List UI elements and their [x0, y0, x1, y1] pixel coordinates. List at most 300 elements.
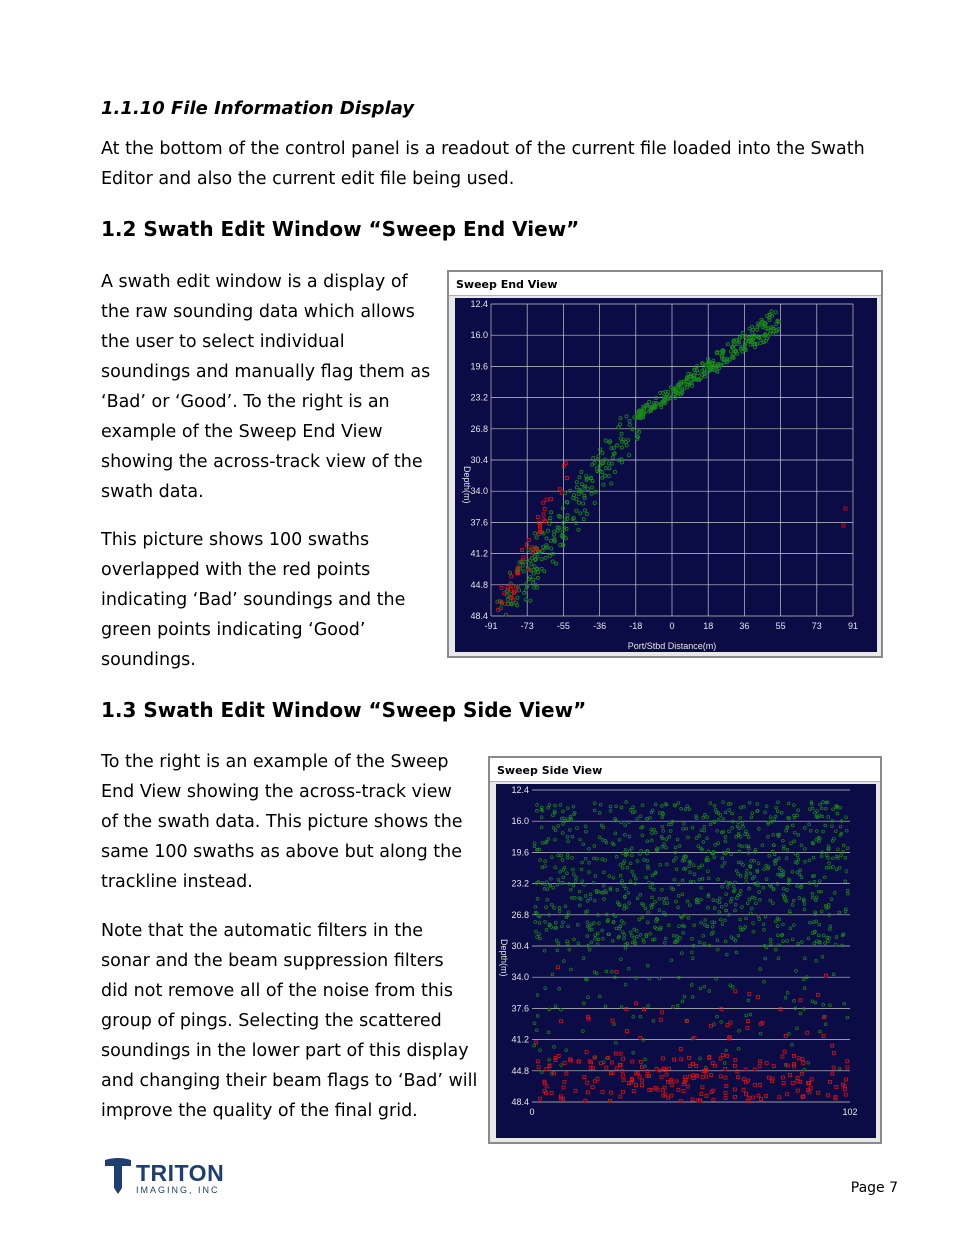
text-line: swath data. [101, 482, 204, 502]
x-tick-label: 55 [775, 621, 786, 631]
good-sounding [838, 911, 841, 914]
good-sounding [701, 864, 704, 867]
good-sounding [839, 825, 842, 828]
good-sounding [807, 1061, 810, 1064]
good-sounding [536, 576, 539, 579]
text-line: of the swath data. This picture shows the [101, 812, 463, 832]
good-sounding [757, 828, 760, 831]
good-sounding [724, 840, 727, 843]
good-sounding [573, 897, 576, 900]
good-sounding [545, 906, 548, 909]
bad-sounding [527, 539, 530, 542]
good-sounding [605, 467, 608, 470]
good-sounding [679, 936, 682, 939]
good-sounding [649, 932, 652, 935]
good-sounding [602, 937, 605, 940]
good-sounding [698, 834, 701, 837]
bad-sounding [563, 1062, 566, 1065]
good-sounding [625, 801, 628, 804]
good-sounding [825, 866, 828, 869]
good-sounding [533, 565, 536, 568]
bad-sounding [619, 1095, 622, 1098]
good-sounding [718, 911, 721, 914]
good-sounding [641, 916, 644, 919]
good-sounding [536, 936, 539, 939]
good-sounding [808, 823, 811, 826]
good-sounding [598, 812, 601, 815]
bad-sounding [605, 1066, 608, 1069]
good-sounding [518, 589, 521, 592]
x-tick-label: 91 [847, 621, 859, 631]
good-sounding [785, 829, 788, 832]
good-sounding [698, 878, 701, 881]
x-tick-label: -73 [520, 621, 534, 631]
good-sounding [598, 836, 601, 839]
good-sounding [716, 948, 719, 951]
text-line: soundings in the lower part of this display [101, 1041, 469, 1061]
bad-sounding [545, 498, 548, 501]
bad-sounding [701, 1086, 704, 1089]
good-sounding [578, 890, 581, 893]
good-sounding [662, 830, 665, 833]
good-sounding [822, 934, 825, 937]
good-sounding [617, 426, 620, 429]
good-sounding [562, 823, 565, 826]
good-sounding [724, 940, 727, 943]
good-sounding [614, 832, 617, 835]
good-sounding [688, 865, 691, 868]
bad-sounding [695, 1065, 698, 1068]
text-line: End View showing the across-track view [101, 782, 452, 802]
good-sounding [579, 512, 582, 515]
good-sounding [604, 439, 607, 442]
good-sounding [649, 816, 652, 819]
bad-sounding [782, 1082, 785, 1085]
good-sounding [625, 444, 628, 447]
bad-sounding [679, 1048, 682, 1051]
good-sounding [536, 897, 539, 900]
good-sounding [721, 865, 724, 868]
good-sounding [686, 805, 689, 808]
good-sounding [557, 854, 560, 857]
good-sounding [791, 1043, 794, 1046]
y-tick-label: 30.4 [470, 455, 488, 465]
bad-sounding [758, 1065, 761, 1068]
good-sounding [597, 938, 600, 941]
bad-sounding [734, 990, 737, 993]
text-line: showing the across-track view of the [101, 452, 423, 472]
good-sounding [830, 898, 833, 901]
good-sounding [774, 948, 777, 951]
good-sounding [716, 829, 719, 832]
good-sounding [814, 911, 817, 914]
good-sounding [723, 862, 726, 865]
good-sounding [646, 921, 649, 924]
good-sounding [664, 937, 667, 940]
good-sounding [749, 872, 752, 875]
good-sounding [748, 898, 751, 901]
y-tick-label: 44.8 [511, 1065, 529, 1076]
good-sounding [776, 810, 779, 813]
bad-sounding [801, 1072, 804, 1075]
text-line: soundings and manually flag them as [101, 362, 431, 382]
good-sounding [800, 876, 803, 879]
good-sounding [533, 1022, 536, 1025]
x-tick-label: 0 [529, 1107, 535, 1117]
good-sounding [570, 897, 573, 900]
good-sounding [813, 942, 816, 945]
y-axis-label: Depth(m) [462, 466, 472, 504]
good-sounding [846, 1016, 849, 1019]
good-sounding [586, 899, 589, 902]
good-sounding [827, 816, 830, 819]
good-sounding [609, 810, 612, 813]
good-sounding [741, 845, 744, 848]
bad-sounding [560, 1020, 563, 1023]
text-line: group of pings. Selecting the scattered [101, 1011, 442, 1031]
good-sounding [693, 924, 696, 927]
good-sounding [745, 876, 748, 879]
good-sounding [534, 906, 537, 909]
bad-sounding [557, 1055, 560, 1058]
bad-sounding [831, 1072, 834, 1075]
good-sounding [833, 837, 836, 840]
good-sounding [585, 512, 588, 515]
good-sounding [562, 921, 565, 924]
good-sounding [808, 808, 811, 811]
good-sounding [691, 957, 694, 960]
good-sounding [548, 554, 551, 557]
bad-sounding [641, 1079, 644, 1082]
good-sounding [652, 1019, 655, 1022]
good-sounding [631, 428, 634, 431]
good-sounding [572, 873, 575, 876]
bad-sounding [615, 1067, 618, 1070]
bad-sounding [658, 1069, 661, 1072]
good-sounding [824, 824, 827, 827]
bad-sounding [725, 1084, 728, 1087]
bad-sounding [700, 1093, 703, 1096]
good-sounding [724, 836, 727, 839]
good-sounding [581, 880, 584, 883]
good-sounding [536, 1015, 539, 1018]
good-sounding [730, 853, 733, 856]
good-sounding [571, 857, 574, 860]
bad-sounding [835, 1085, 838, 1088]
bad-sounding [646, 1070, 649, 1073]
bad-sounding [745, 1092, 748, 1095]
good-sounding [796, 1027, 799, 1030]
good-sounding [574, 880, 577, 883]
good-sounding [582, 1030, 585, 1033]
good-sounding [650, 839, 653, 842]
good-sounding [673, 878, 676, 881]
good-sounding [730, 897, 733, 900]
section-12-paragraph-2 [101, 525, 441, 675]
good-sounding [590, 492, 593, 495]
good-sounding [713, 856, 716, 859]
good-sounding [559, 871, 562, 874]
good-sounding [745, 881, 748, 884]
good-sounding [567, 925, 570, 928]
good-sounding [678, 925, 681, 928]
good-sounding [757, 862, 760, 865]
good-sounding [692, 881, 695, 884]
text-line: and changing their beam flags to ‘Bad’ will [101, 1071, 478, 1091]
good-sounding [677, 894, 680, 897]
good-sounding [544, 556, 547, 559]
x-tick-label: -18 [629, 621, 643, 631]
good-sounding [614, 1041, 617, 1044]
bad-sounding [667, 1067, 670, 1070]
good-sounding [721, 885, 724, 888]
good-sounding [834, 830, 837, 833]
good-sounding [569, 489, 572, 492]
bad-sounding [671, 1083, 674, 1086]
good-sounding [703, 829, 706, 832]
good-sounding [720, 1021, 723, 1024]
good-sounding [544, 860, 547, 863]
good-sounding [556, 949, 559, 952]
bad-sounding [550, 1091, 553, 1094]
good-sounding [800, 844, 803, 847]
good-sounding [639, 1015, 642, 1018]
good-sounding [629, 808, 632, 811]
good-sounding [568, 829, 571, 832]
good-sounding [786, 848, 789, 851]
bad-sounding [673, 1058, 676, 1061]
good-sounding [569, 888, 572, 891]
bad-sounding [640, 1065, 643, 1068]
good-sounding [759, 1032, 762, 1035]
good-sounding [725, 1049, 728, 1052]
y-tick-label: 26.8 [511, 909, 529, 920]
bad-sounding [710, 1024, 713, 1027]
good-sounding [559, 804, 562, 807]
good-sounding [725, 893, 728, 896]
good-sounding [842, 844, 845, 847]
good-sounding [602, 871, 605, 874]
good-sounding [818, 880, 821, 883]
bad-sounding [724, 1091, 727, 1094]
good-sounding [828, 862, 831, 865]
bad-sounding [566, 476, 569, 479]
good-sounding [607, 474, 610, 477]
good-sounding [793, 831, 796, 834]
good-sounding [626, 866, 629, 869]
good-sounding [548, 1058, 551, 1061]
bad-sounding [712, 1098, 715, 1101]
bad-sounding [832, 1066, 835, 1069]
good-sounding [543, 949, 546, 952]
good-sounding [658, 977, 661, 980]
good-sounding [651, 896, 654, 899]
good-sounding [723, 1062, 726, 1065]
good-sounding [735, 897, 738, 900]
good-sounding [561, 507, 564, 510]
good-sounding [820, 855, 823, 858]
good-sounding [821, 815, 824, 818]
good-sounding [846, 847, 849, 850]
good-sounding [624, 833, 627, 836]
good-sounding [646, 840, 649, 843]
x-tick-label: 73 [811, 621, 822, 631]
good-sounding [763, 980, 766, 983]
sweep-side-view-title: Sweep Side View [490, 758, 880, 782]
y-tick-label: 34.0 [470, 486, 488, 497]
bad-sounding [789, 1073, 792, 1076]
y-tick-label: 34.0 [511, 972, 529, 983]
good-sounding [562, 876, 565, 879]
good-sounding [640, 850, 643, 853]
good-sounding [633, 874, 636, 877]
good-sounding [564, 905, 567, 908]
good-sounding [567, 840, 570, 843]
y-tick-label: 41.2 [470, 548, 488, 559]
good-sounding [832, 866, 835, 869]
good-sounding [791, 938, 794, 941]
good-sounding [681, 1000, 684, 1003]
good-sounding [791, 824, 794, 827]
good-sounding [658, 897, 661, 900]
good-sounding [737, 934, 740, 937]
bad-sounding [765, 1061, 768, 1064]
bad-sounding [622, 1057, 625, 1060]
bad-sounding [747, 1096, 750, 1099]
good-sounding [769, 938, 772, 941]
bad-sounding [680, 1058, 683, 1061]
good-sounding [818, 840, 821, 843]
good-sounding [516, 596, 519, 599]
good-sounding [630, 847, 633, 850]
good-sounding [675, 857, 678, 860]
bad-sounding [667, 1096, 670, 1099]
bad-sounding [844, 507, 847, 510]
good-sounding [575, 497, 578, 500]
bad-sounding [545, 1068, 548, 1071]
bad-sounding [824, 974, 827, 977]
good-sounding [659, 812, 662, 815]
bad-sounding [542, 513, 545, 516]
good-sounding [745, 870, 748, 873]
good-sounding [609, 805, 612, 808]
good-sounding [601, 858, 604, 861]
good-sounding [555, 562, 558, 565]
good-sounding [644, 1058, 647, 1061]
good-sounding [691, 951, 694, 954]
y-tick-label: 16.0 [470, 330, 488, 341]
good-sounding [593, 845, 596, 848]
bad-sounding [710, 1074, 713, 1077]
bad-sounding [747, 1020, 750, 1023]
bad-sounding [742, 1088, 745, 1091]
good-sounding [811, 892, 814, 895]
good-sounding [842, 850, 845, 853]
good-sounding [801, 941, 804, 944]
good-sounding [653, 828, 656, 831]
bad-sounding [626, 1030, 629, 1033]
good-sounding [610, 482, 613, 485]
good-sounding [726, 886, 729, 889]
good-sounding [808, 921, 811, 924]
bad-sounding [767, 1076, 770, 1079]
good-sounding [675, 900, 678, 903]
good-sounding [551, 856, 554, 859]
sweep-end-view-plot[interactable] [455, 298, 877, 652]
good-sounding [689, 871, 692, 874]
good-sounding [796, 854, 799, 857]
good-sounding [758, 918, 761, 921]
good-sounding [797, 809, 800, 812]
bad-sounding [565, 1072, 568, 1075]
good-sounding [845, 870, 848, 873]
bad-sounding [615, 970, 618, 973]
good-sounding [620, 432, 623, 435]
good-sounding [738, 1029, 741, 1032]
good-sounding [641, 804, 644, 807]
good-sounding [603, 458, 606, 461]
bad-sounding [757, 995, 760, 998]
bad-sounding [670, 1094, 673, 1097]
sweep-side-view-plot[interactable] [496, 784, 876, 1138]
good-sounding [551, 560, 554, 563]
good-sounding [774, 920, 777, 923]
good-sounding [799, 1012, 802, 1015]
good-sounding [719, 918, 722, 921]
bad-sounding [736, 1070, 739, 1073]
good-sounding [582, 843, 585, 846]
good-sounding [554, 921, 557, 924]
good-sounding [803, 903, 806, 906]
good-sounding [838, 866, 841, 869]
good-sounding [600, 824, 603, 827]
good-sounding [734, 909, 737, 912]
sweep-end-view-title: Sweep End View [449, 272, 881, 296]
good-sounding [552, 886, 555, 889]
bad-sounding [583, 1076, 586, 1079]
good-sounding [584, 895, 587, 898]
good-sounding [644, 907, 647, 910]
good-sounding [629, 931, 632, 934]
good-sounding [804, 860, 807, 863]
good-sounding [750, 860, 753, 863]
good-sounding [772, 833, 775, 836]
good-sounding [638, 918, 641, 921]
good-sounding [803, 848, 806, 851]
good-sounding [653, 888, 656, 891]
bad-sounding [686, 1085, 689, 1088]
bad-sounding [796, 1089, 799, 1092]
good-sounding [632, 806, 635, 809]
good-sounding [714, 844, 717, 847]
good-sounding [575, 509, 578, 512]
good-sounding [541, 1071, 544, 1074]
good-sounding [601, 451, 604, 454]
good-sounding [631, 870, 634, 873]
good-sounding [674, 846, 677, 849]
good-sounding [586, 921, 589, 924]
good-sounding [558, 987, 561, 990]
good-sounding [777, 801, 780, 804]
bad-sounding [792, 1054, 795, 1057]
good-sounding [770, 820, 773, 823]
good-sounding [565, 1049, 568, 1052]
good-sounding [818, 934, 821, 937]
good-sounding [811, 896, 814, 899]
good-sounding [793, 924, 796, 927]
bad-sounding [611, 1061, 614, 1064]
good-sounding [774, 862, 777, 865]
